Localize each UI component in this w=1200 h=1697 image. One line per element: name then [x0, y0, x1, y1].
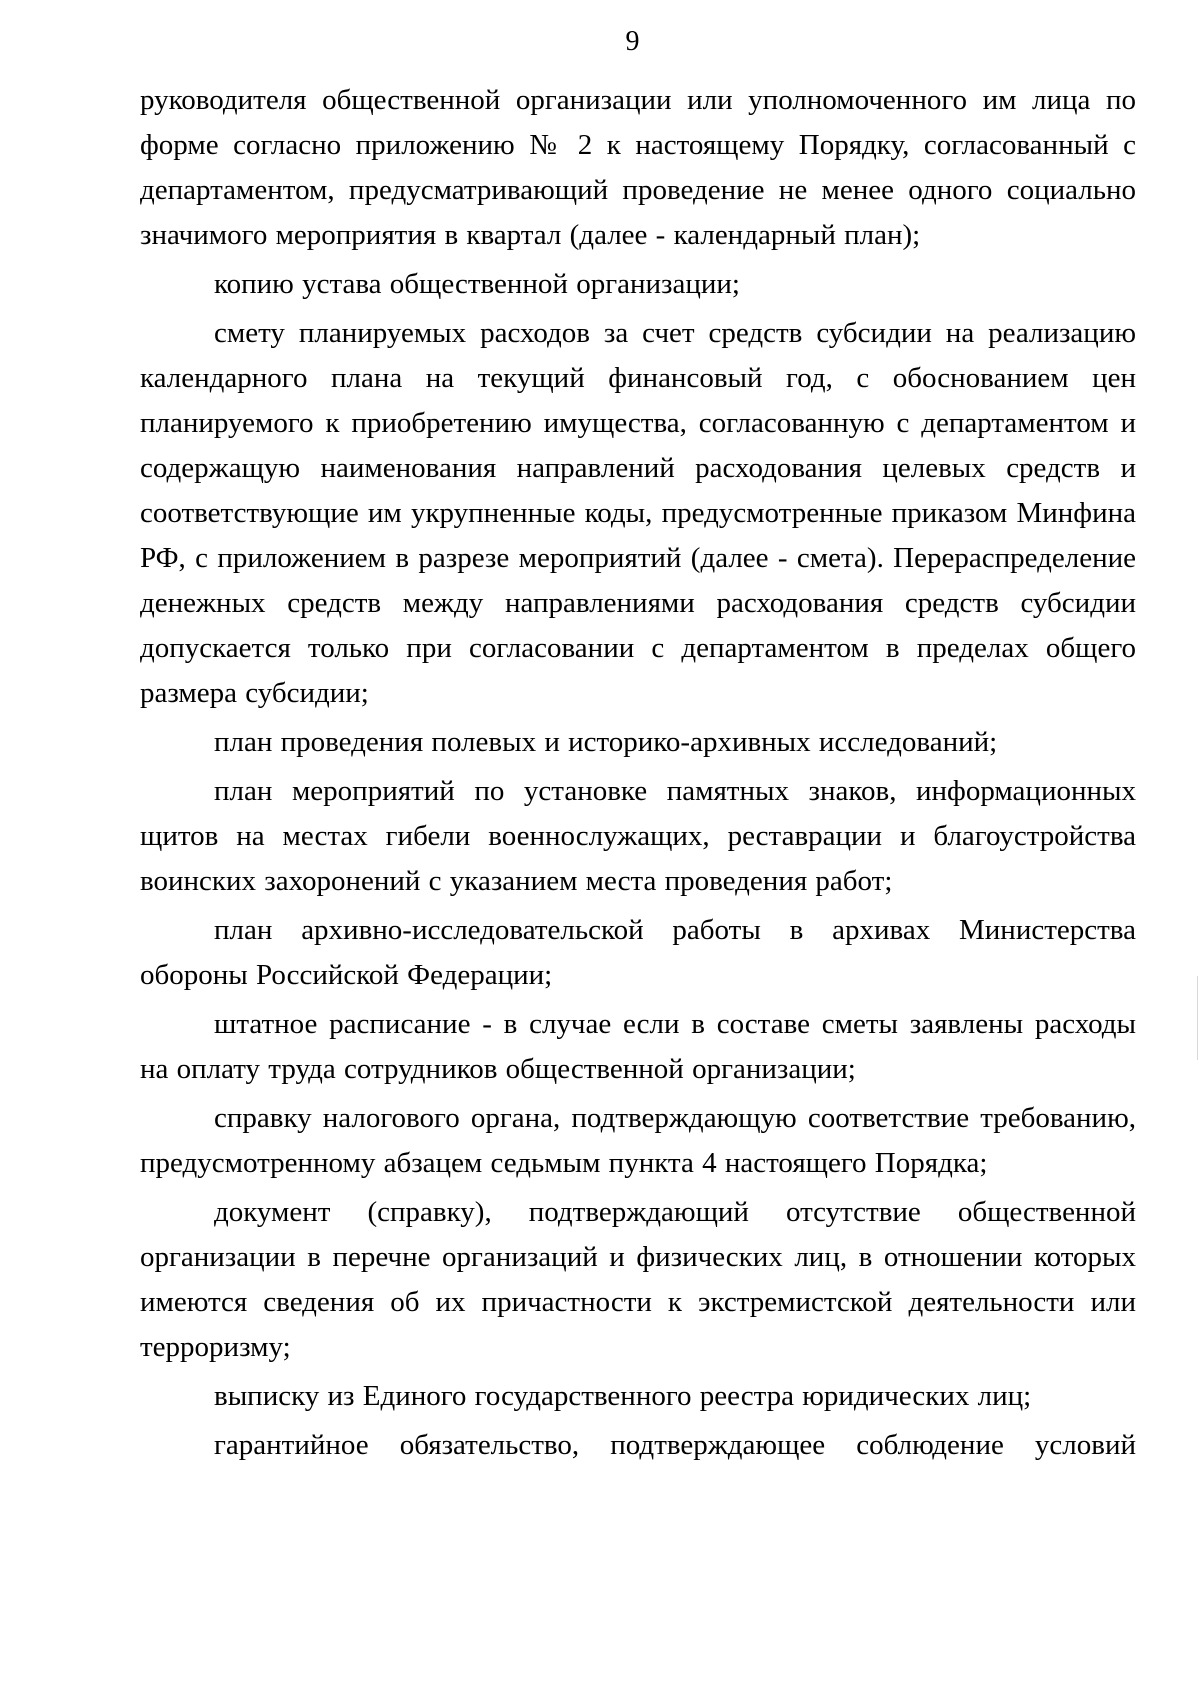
scan-margin-mark: [1197, 976, 1198, 1060]
paragraph-extremism-certificate: документ (справку), подтверждающий отсутствие общественной организации в перечне организаций и физических лиц, в отношении которых имеются сведения об их причастности к экстремистской деятельности или терроризму;: [140, 1196, 1136, 1363]
document-body: [140, 78, 1136, 1472]
paragraph-expense-estimate: смету планируемых расходов за счет средств субсидии на реализацию календарного плана на текущий финансовый год, с обоснованием цен планируемого к приобретению имущества, согласованную с департаментом и содержащую наименования направлений расходования целевых средств и соответствующие им укрупненные коды, предусмотренные приказом Минфина РФ, с приложением в разрезе мероприятий (далее - смета). Перераспределение денежных средств между направлениями расходования средств субсидии допускается только при согласовании с департаментом в пределах общего размера субсидии;: [140, 317, 1136, 709]
paragraph-field-research-plan: план проведения полевых и историко-архивных исследований;: [214, 726, 998, 758]
paragraph-archive-work-plan: план архивно-исследовательской работы в архивах Министерства обороны Российской Федерации;: [140, 914, 1136, 991]
paragraph-charter-copy: копию устава общественной организации;: [214, 268, 740, 300]
paragraph-calendar-plan: руководителя общественной организации или уполномоченного им лица по форме согласно приложению № 2 к настоящему Порядку, согласованный с департаментом, предусматривающий проведение не менее одного социально значимого мероприятия в квартал (далее - календарный план);: [140, 84, 1136, 251]
paragraph-memorial-plan: план мероприятий по установке памятных знаков, информационных щитов на местах гибели военнослужащих, реставрации и благоустройства воинских захоронений с указанием места проведения работ;: [140, 775, 1136, 897]
paragraph-tax-certificate: справку налогового органа, подтверждающую соответствие требованию, предусмотренному абзацем седьмым пункта 4 настоящего Порядка;: [140, 1102, 1136, 1179]
paragraph-registry-extract: выписку из Единого государственного реестра юридических лиц;: [214, 1380, 1032, 1412]
paragraph-staff-schedule: штатное расписание - в случае если в составе сметы заявлены расходы на оплату труда сотрудников общественной организации;: [140, 1008, 1136, 1085]
paragraph-guarantee-obligation: гарантийное обязательство, подтверждающее соблюдение условий: [214, 1429, 1136, 1461]
page-number: 9: [625, 26, 640, 57]
